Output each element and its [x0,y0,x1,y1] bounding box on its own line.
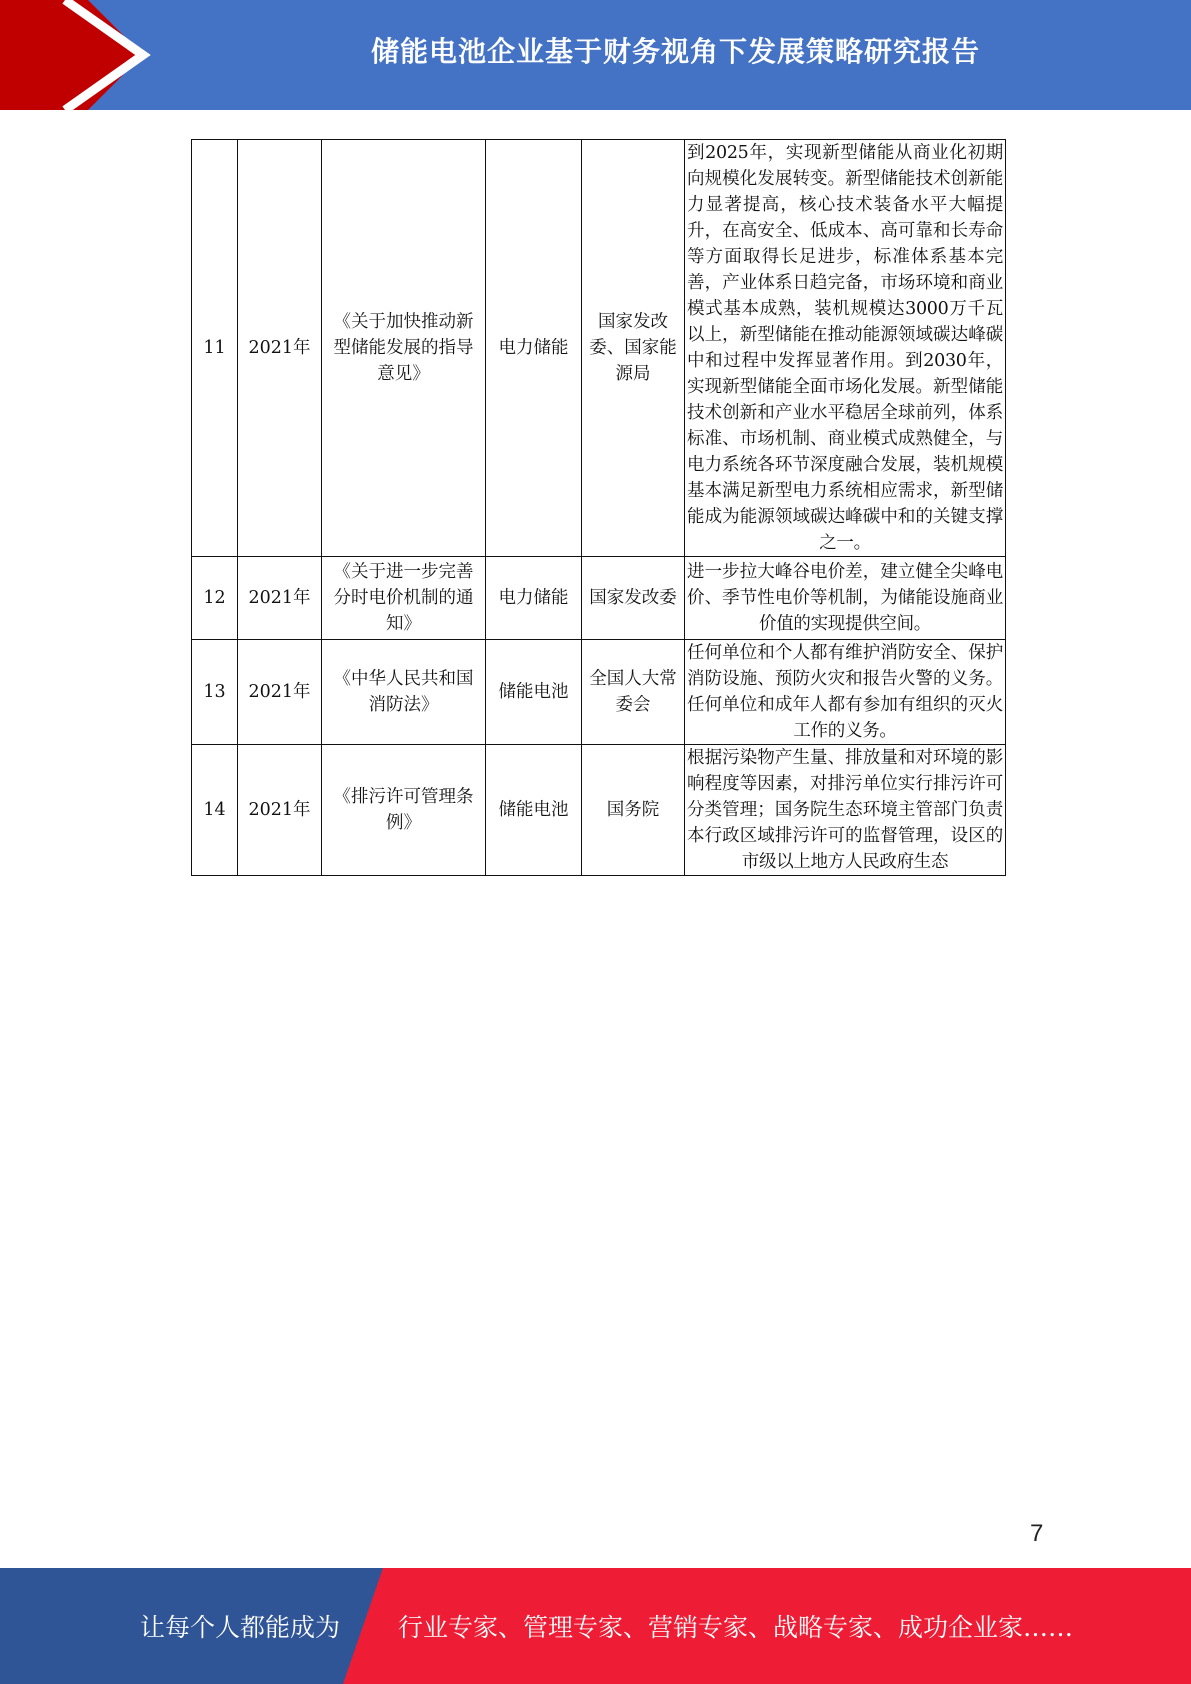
row-issuer: 全国人大常委会 [582,640,685,745]
table-row [192,745,1006,876]
header-arrow-decoration [0,0,160,110]
policy-table [191,139,1006,876]
row-policy-name: 《中华人民共和国消防法》 [322,640,486,745]
row-policy-name: 《关于进一步完善分时电价机制的通知》 [322,557,486,640]
row-policy-name: 《关于加快推动新型储能发展的指导意见》 [322,140,486,557]
row-policy-name: 《排污许可管理条例》 [322,745,486,876]
footer-slogan-right: 行业专家、管理专家、营销专家、战略专家、成功企业家…… [398,1613,1074,1642]
row-content: 进一步拉大峰谷电价差，建立健全尖峰电价、季节性电价等机制，为储能设施商业价值的实现提供空间。 [685,557,1006,640]
table-row [192,140,1006,557]
row-category: 储能电池 [486,745,582,876]
row-issuer: 国务院 [582,745,685,876]
row-year: 2021年 [238,140,322,557]
footer-slogan-left: 让每个人都能成为 [140,1613,341,1642]
row-number: 11 [192,140,238,557]
row-issuer: 国家发改委 [582,557,685,640]
row-category: 储能电池 [486,640,582,745]
report-title: 储能电池企业基于财务视角下发展策略研究报告 [370,35,980,68]
row-category: 电力储能 [486,140,582,557]
table-row [192,557,1006,640]
row-number: 12 [192,557,238,640]
row-year: 2021年 [238,557,322,640]
row-number: 14 [192,745,238,876]
page-footer [0,1568,1191,1684]
page-header [0,0,1191,110]
row-content: 任何单位和个人都有维护消防安全、保护消防设施、预防火灾和报告火警的义务。任何单位和成年人都有参加有组织的灭火工作的义务。 [685,640,1006,745]
page-number: 7 [1030,1520,1044,1547]
row-issuer: 国家发改委、国家能源局 [582,140,685,557]
row-content: 根据污染物产生量、排放量和对环境的影响程度等因素，对排污单位实行排污许可分类管理；国务院生态环境主管部门负责本行政区域排污许可的监督管理，设区的市级以上地方人民政府生态 [685,745,1006,876]
row-category: 电力储能 [486,557,582,640]
row-year: 2021年 [238,640,322,745]
table-row [192,640,1006,745]
row-year: 2021年 [238,745,322,876]
row-content: 到2025年，实现新型储能从商业化初期向规模化发展转变。新型储能技术创新能力显著提高，核心技术装备水平大幅提升，在高安全、低成本、高可靠和长寿命等方面取得长足进步，标准体系基本完善，产业体系日趋完备，市场环境和商业模式基本成熟，装机规模达3000万千瓦以上，新型储能在推动能源领域碳达峰碳中和过程中发挥显著作用。到2030年，实现新型储能全面市场化发展。新型储能技术创新和产业水平稳居全球前列，体系标准、市场机制、商业模式成熟健全，与电力系统各环节深度融合发展，装机规模基本满足新型电力系统相应需求，新型储能成为能源领域碳达峰碳中和的关键支撑之一。 [685,140,1006,557]
row-number: 13 [192,640,238,745]
